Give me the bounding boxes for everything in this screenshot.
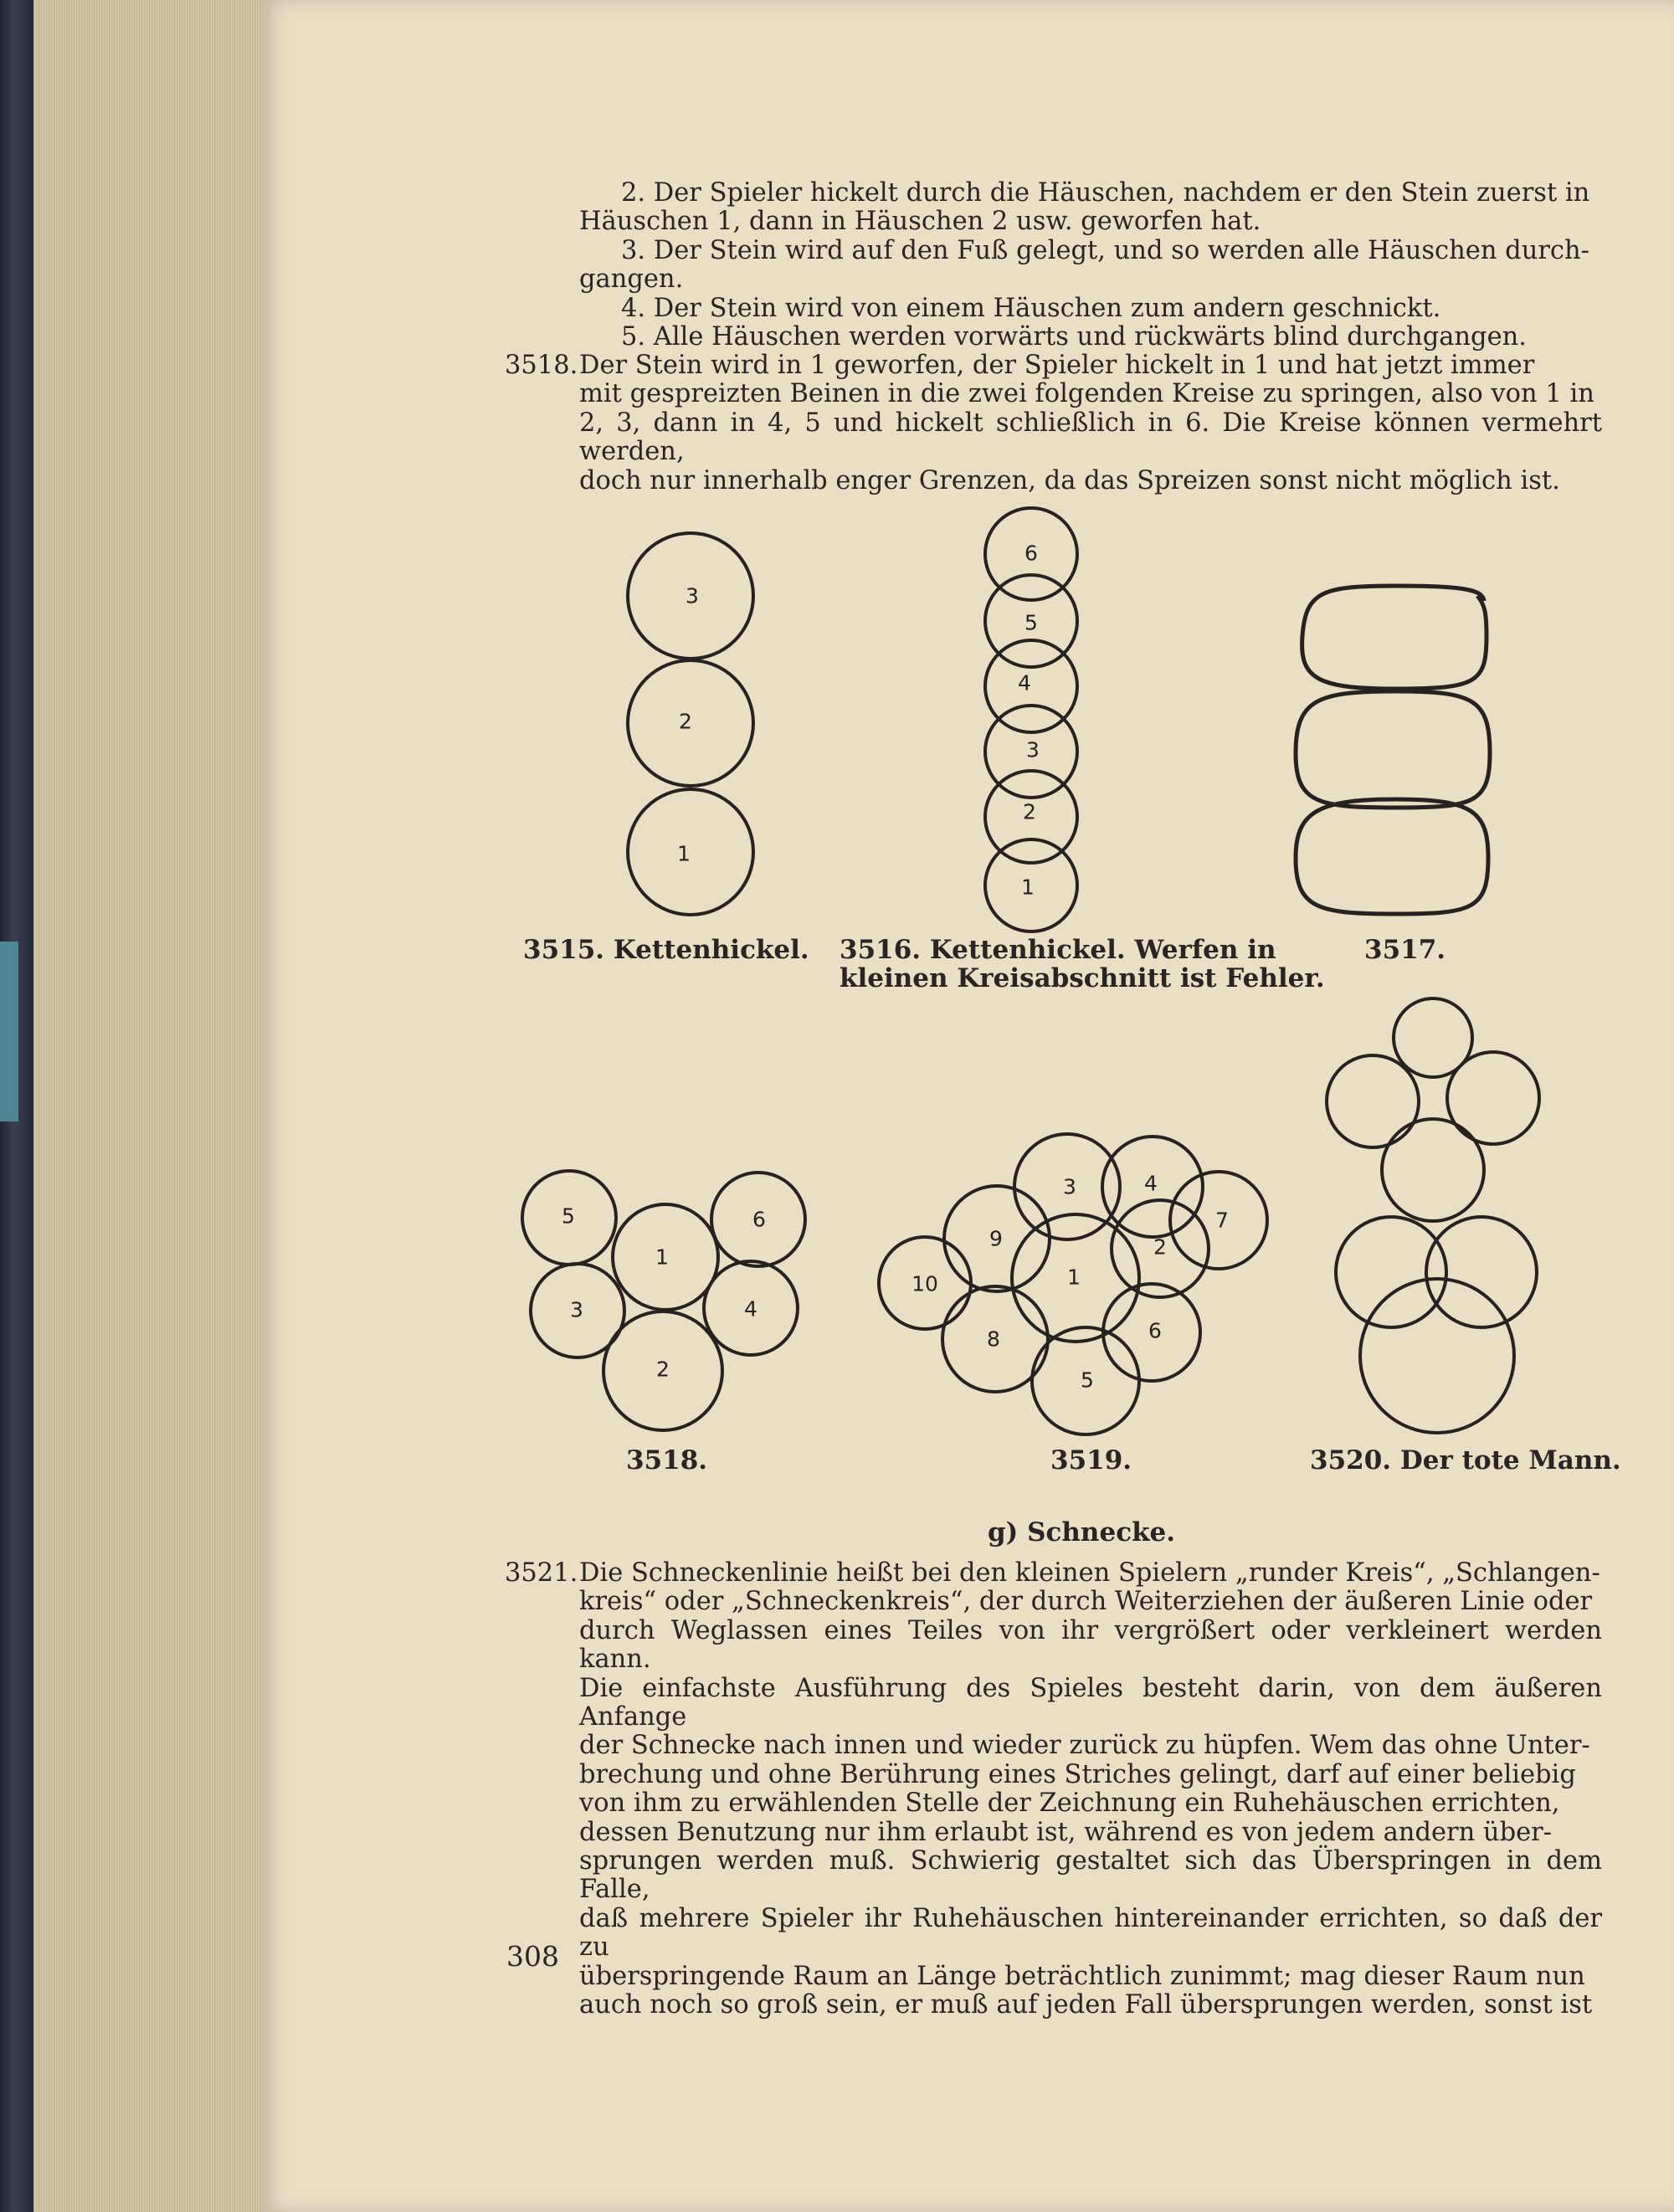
label-3: 3 <box>686 583 699 608</box>
entry-line: daß mehrere Spieler ihr Ruhehäuschen hintereinander errichten, so daß der zu <box>579 1903 1602 1963</box>
intro-line: gangen. <box>579 264 684 295</box>
label-6: 6 <box>752 1207 766 1232</box>
label-10: 10 <box>911 1271 938 1296</box>
label-5: 5 <box>1081 1368 1094 1393</box>
entry-line: doch nur innerhalb enger Grenzen, da das Spreizen sonst nicht möglich ist. <box>579 465 1560 495</box>
entry-line: auch noch so groß sein, er muß auf jeden Fall übersprungen werden, sonst ist <box>579 1990 1593 2020</box>
label-5: 5 <box>1024 610 1038 635</box>
left-arm-circle <box>1327 1055 1419 1147</box>
label-6: 6 <box>1148 1318 1162 1343</box>
label-9: 9 <box>989 1226 1003 1251</box>
entry-number-3521: 3521. <box>505 1558 578 1588</box>
entry-line: sprungen werden muß. Schwierig gestaltet sich das Überspringen in dem Falle, <box>579 1846 1602 1905</box>
entry-line: von ihm zu erwählenden Stelle der Zeichnung ein Ruhehäuschen errichten, <box>579 1789 1560 1819</box>
label-6: 6 <box>1024 541 1038 566</box>
body-circle <box>1382 1119 1484 1221</box>
label-4: 4 <box>1144 1171 1158 1196</box>
label-5: 5 <box>562 1204 575 1229</box>
left-leg-circle <box>1336 1217 1446 1327</box>
label-4: 4 <box>1018 670 1031 695</box>
label-3: 3 <box>570 1297 583 1322</box>
entry-line: kreis“ oder „Schneckenkreis“, der durch Weiterziehen der äußeren Linie oder <box>579 1587 1593 1617</box>
label-1: 1 <box>1067 1265 1081 1290</box>
right-leg-circle <box>1426 1217 1537 1327</box>
entry-line: durch Weglassen eines Teiles von ihr vergrößert oder verkleinert werden kann. <box>579 1615 1602 1675</box>
entry-3521-text <box>579 1559 1602 2020</box>
label-7: 7 <box>1215 1208 1229 1233</box>
entry-line: überspringende Raum an Länge beträchtlich zunimmt; mag dieser Raum nun <box>579 1961 1585 1991</box>
caption-3520: 3520. Der tote Mann. <box>1310 1445 1621 1476</box>
intro-line: Häuschen 1, dann in Häuschen 2 usw. geworfen hat. <box>579 207 1261 237</box>
caption-3519: 3519. <box>1050 1445 1132 1476</box>
label-8: 8 <box>987 1327 1000 1352</box>
intro-line: 2. Der Spieler hickelt durch die Häuschen, nachdem er den Stein zuerst in <box>621 178 1590 208</box>
label-2: 2 <box>656 1357 670 1382</box>
intro-line: 5. Alle Häuschen werden vorwärts und rückwärts blind durchgangen. <box>621 322 1527 352</box>
entry-line: 2, 3, dann in 4, 5 und hickelt schließlich in 6. Die Kreise können vermehrt werden, <box>579 408 1602 467</box>
caption-3517: 3517. <box>1364 935 1446 965</box>
entry-line: Die Schneckenlinie heißt bei den kleinen Spielern „runder Kreis“, „Schlangen- <box>579 1558 1600 1588</box>
right-arm-circle <box>1447 1052 1539 1144</box>
section-heading: g) Schnecke. <box>988 1517 1176 1547</box>
caption-3516-line1: 3516. Kettenhickel. Werfen in <box>840 935 1276 965</box>
entry-line: mit gespreizten Beinen in die zwei folgenden Kreise zu springen, also von 1 in <box>579 379 1594 409</box>
entry-line: Der Stein wird in 1 geworfen, der Spieler hickelt in 1 und hat jetzt immer <box>579 351 1535 380</box>
label-3: 3 <box>1026 737 1040 762</box>
intro-line: 3. Der Stein wird auf den Fuß gelegt, und so werden alle Häuschen durch- <box>621 235 1589 265</box>
caption-3518: 3518. <box>626 1445 708 1476</box>
entry-number-3518: 3518. <box>505 351 578 380</box>
entry-line: dessen Benutzung nur ihm erlaubt ist, während es von jedem andern über- <box>579 1817 1553 1847</box>
label-1: 1 <box>655 1245 669 1270</box>
intro-line: 4. Der Stein wird von einem Häuschen zum andern geschnickt. <box>621 293 1441 323</box>
page-number: 308 <box>506 1940 559 1973</box>
label-1: 1 <box>677 841 691 866</box>
label-4: 4 <box>744 1296 757 1322</box>
label-2: 2 <box>679 709 692 734</box>
label-2: 2 <box>1153 1234 1167 1260</box>
label-1: 1 <box>1021 875 1035 900</box>
caption-3515: 3515. Kettenhickel. <box>523 935 809 965</box>
entry-line: der Schnecke nach innen und wieder zurück zu hüpfen. Wem das ohne Unter- <box>579 1731 1590 1761</box>
label-3: 3 <box>1063 1174 1076 1199</box>
entry-line: Die einfachste Ausführung des Spieles besteht darin, von dem äußeren Anfange <box>579 1673 1602 1732</box>
label-2: 2 <box>1023 799 1036 824</box>
entry-line: brechung und ohne Berührung eines Striches gelingt, darf auf einer beliebig <box>579 1759 1576 1789</box>
caption-3516-line2: kleinen Kreisabschnitt ist Fehler. <box>840 963 1325 993</box>
